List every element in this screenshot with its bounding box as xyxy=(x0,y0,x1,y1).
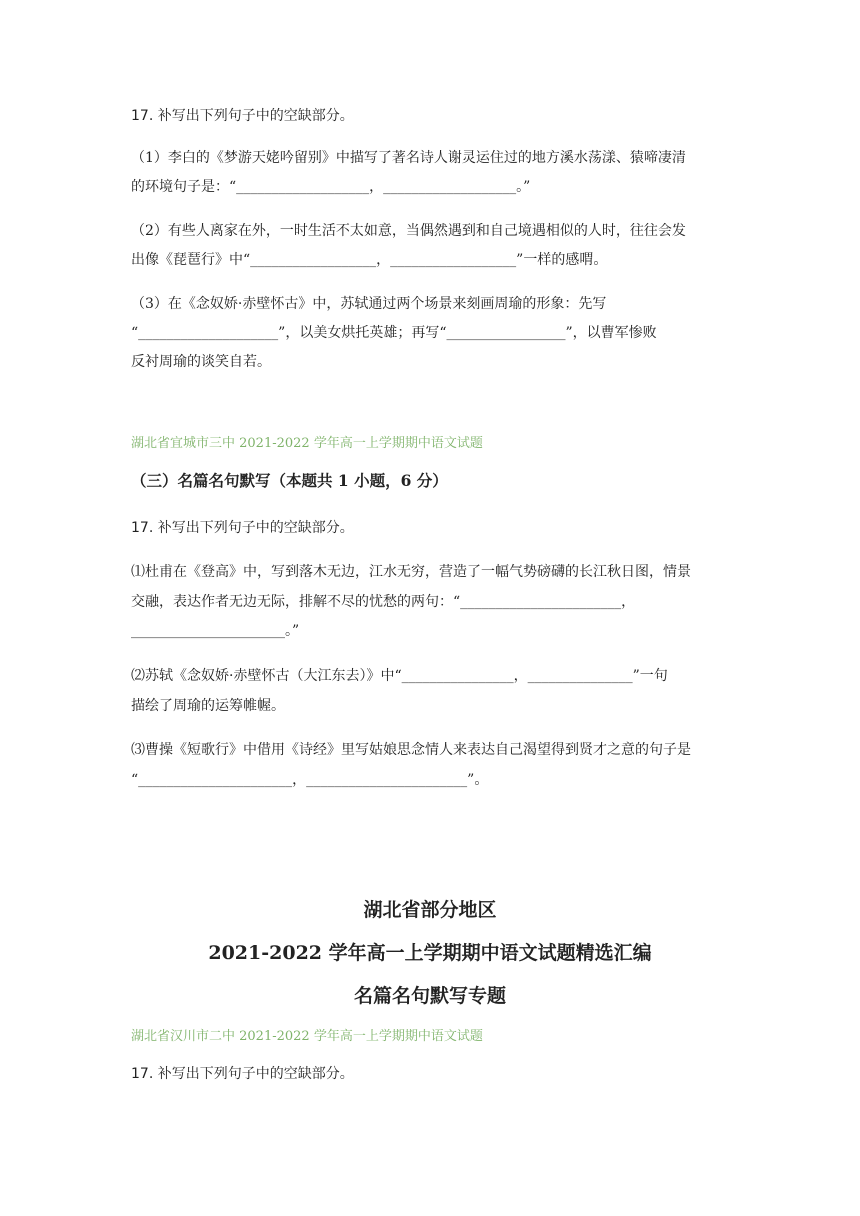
question-17-label: 17. 补写出下列句子中的空缺部分。 xyxy=(131,1066,354,1082)
question-17-label: 17. 补写出下列句子中的空缺部分。 xyxy=(131,520,354,536)
question-item-3-line-2: “______________________，_______________________”。 xyxy=(131,772,489,788)
document-title-line-3: 名篇名句默写专题 xyxy=(353,985,506,1007)
question-item-1-line-1: （1）李白的《梦游天姥吟留别》中描写了著名诗人谢灵运住过的地方溪水荡漾、猿啼凄清 xyxy=(131,150,686,166)
question-item-2-line-2: 出像《琵琶行》中“__________________，__________________”一样的感喟。 xyxy=(131,252,608,268)
question-item-3-line-3: 反衬周瑜的谈笑自若。 xyxy=(131,354,271,370)
question-item-2-line-2: 描绘了周瑜的运筹帷幄。 xyxy=(131,698,285,714)
document-title-line-2: 2021-2022 学年高一上学期期中语文试题精选汇编 xyxy=(208,942,652,964)
question-item-1-line-2: 交融，表达作者无边无际，排解不尽的忧愁的两句：“_______________________， xyxy=(131,594,636,610)
question-item-2-line-1: （2）有些人离家在外，一时生活不太如意，当偶然遇到和自己境遇相似的人时，往往会发 xyxy=(131,223,686,239)
question-item-3-line-2: “____________________”，以美女烘托英雄；再写“_________________”，以曹军惨败 xyxy=(131,325,657,341)
document-title-line-1: 湖北省部分地区 xyxy=(363,899,497,921)
question-item-2-line-1: ⑵苏轼《念奴娇·赤壁怀古（大江东去）》中“________________，_______________”一句 xyxy=(131,668,668,684)
question-item-1-line-1: ⑴杜甫在《登高》中，写到落木无边，江水无穷，营造了一幅气势磅礴的长江秋日图，情景 xyxy=(131,564,691,580)
section-title: （三）名篇名句默写（本题共 1 小题，6 分） xyxy=(131,471,448,490)
source-label: 湖北省汉川市二中 2021-2022 学年高一上学期期中语文试题 xyxy=(131,1029,483,1044)
source-label: 湖北省宜城市三中 2021-2022 学年高一上学期期中语文试题 xyxy=(131,436,483,451)
question-17-label: 17. 补写出下列句子中的空缺部分。 xyxy=(131,108,354,124)
question-item-1-line-3: ______________________。” xyxy=(131,623,300,639)
question-item-3-line-1: （3）在《念奴娇·赤壁怀古》中，苏轼通过两个场景来刻画周瑜的形象：先写 xyxy=(131,296,607,312)
question-item-3-line-1: ⑶曹操《短歌行》中借用《诗经》里写姑娘思念情人来表达自己渴望得到贤才之意的句子是 xyxy=(131,742,691,758)
question-item-1-line-2: 的环境句子是：“___________________，___________________。” xyxy=(131,179,531,195)
